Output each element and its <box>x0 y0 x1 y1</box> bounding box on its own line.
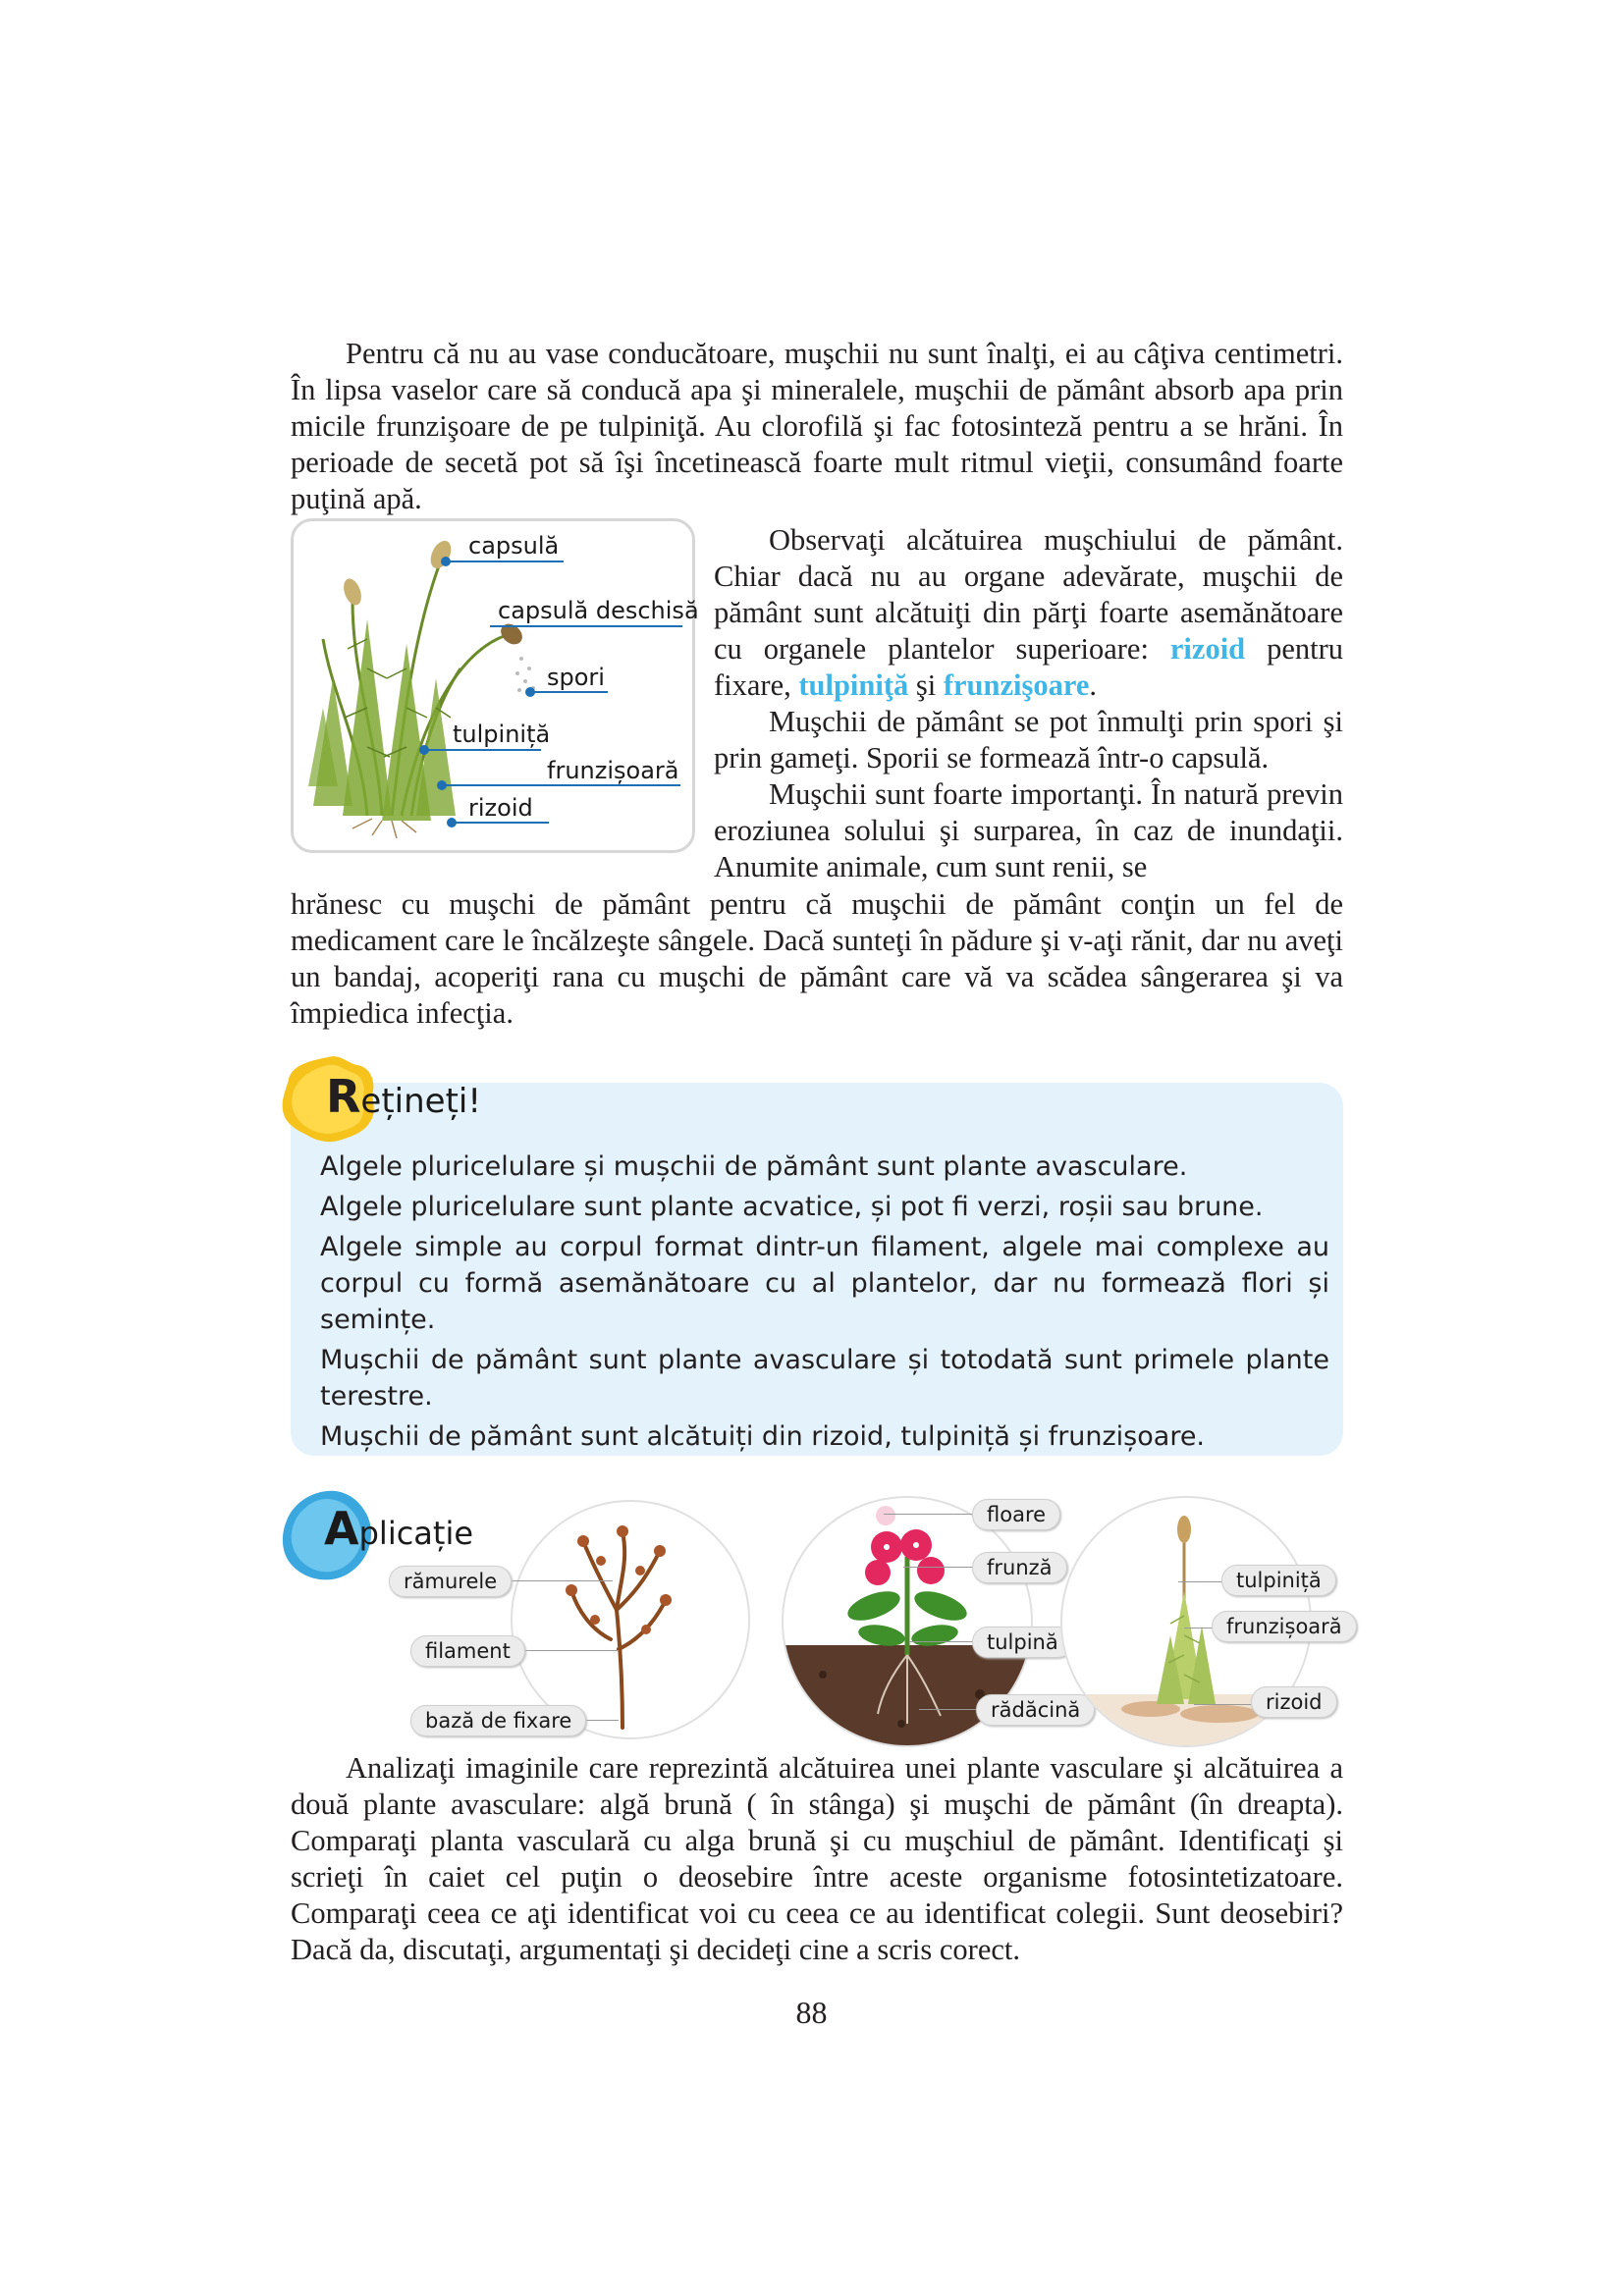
retineti-rest: ețineți! <box>360 1082 481 1121</box>
retineti-item: Mușchii de pământ sunt alcătuiți din rizoid, tulpiniță și frunzișoare. <box>320 1421 1206 1452</box>
moss-diagram <box>291 518 699 853</box>
alga-image <box>511 1500 750 1739</box>
retineti-item: Algele simple au corpul format dintr-un filament, algele mai complexe au corpul cu formă asemănătoare cu al plantelor, dar nu formează flori și semințe. <box>320 1232 1329 1335</box>
continuation-text: hrănesc cu muşchi de pământ pentru că muşchii de pământ conţin un fel de medicament care le încălzeşte sângele. Dacă sunteţi în pădure şi v-aţi rănit, dar nu aveţi un bandaj, acoperiţi rana cu muşchi de pământ care vă va scădea sângerarea şi va împiedica infecţia. <box>291 887 1343 1030</box>
brown-alga-illustration <box>513 1502 748 1737</box>
label-line <box>423 749 541 751</box>
connector-line <box>919 1709 982 1710</box>
label-line <box>441 784 680 786</box>
label-ramurele: rămurele <box>389 1566 512 1597</box>
label-floare: floare <box>972 1499 1060 1530</box>
observe-p1 <box>714 522 1343 704</box>
label-line <box>446 561 564 562</box>
retineti-heading <box>326 1070 481 1123</box>
intro-paragraph <box>291 336 1343 517</box>
observe-text: Observaţi alcătuirea muşchiului de pământ. Chiar dacă nu au organe adevărate, muşchii de pământ sunt alcătuiţi din părţi foarte asemănătoare cu organele plantelor superioare: <box>714 523 1343 666</box>
label-frunza: frunză <box>972 1552 1067 1583</box>
label-frunzisoara: frunzișoară <box>547 757 679 784</box>
observe-text: . <box>1089 668 1097 702</box>
continuation-paragraph <box>291 886 1343 1032</box>
label-baza-fixare: bază de fixare <box>410 1705 586 1736</box>
connector-line <box>903 1567 972 1568</box>
label-dot <box>437 780 447 790</box>
label-tulpinita-moss: tulpiniță <box>1221 1565 1336 1596</box>
label-spori: spori <box>547 664 605 691</box>
aplicatie-initial: A <box>324 1502 359 1555</box>
connector-line <box>884 1514 974 1515</box>
retineti-item: Algele pluricelulare sunt plante acvatice, și pot fi verzi, roșii sau brune. <box>320 1192 1264 1222</box>
label-dot <box>419 745 429 755</box>
label-tulpina: tulpină <box>972 1627 1073 1658</box>
observe-p2: Muşchii de pământ se pot înmulţi prin spori şi prin gameţi. Sporii se formează într-o capsulă. <box>714 705 1343 774</box>
label-line <box>529 691 608 693</box>
label-filament: filament <box>410 1635 525 1667</box>
page-number: 88 <box>795 1995 828 2030</box>
connector-line <box>909 1641 978 1642</box>
term-rizoid: rizoid <box>1169 632 1246 666</box>
term-tulpinita: tulpiniţă <box>798 668 909 702</box>
label-tulpinita: tulpiniță <box>453 721 551 748</box>
observe-text: şi <box>908 668 944 702</box>
label-dot <box>441 557 451 566</box>
observe-paragraphs <box>714 522 1343 885</box>
label-dot <box>447 818 457 828</box>
analyze-text: Analizaţi imaginile care reprezintă alcătuirea unei plante vasculare şi alcătuirea a două plante avasculare: algă brună ( în stânga) şi muşchi de pământ (în dreapta). Comparaţi planta vasculară cu alga brună şi cu muşchiul de pământ. Identificaţi şi scrieţi în caiet cel puţin o deosebire între aceste organisme fotosintetizatoare. Comparaţi ceea ce aţi identificat voi cu ceea ce au identificat colegii. Sunt deosebiri? Dacă da, discutaţi, argumentaţi şi decideţi cine a scris corect. <box>291 1751 1343 1966</box>
label-frunzisoara-moss: frunzișoară <box>1212 1611 1357 1642</box>
label-line <box>451 822 549 824</box>
label-capsula: capsulă <box>468 532 560 560</box>
aplicatie-heading <box>324 1502 473 1555</box>
retineti-list <box>320 1148 1329 1459</box>
analyze-paragraph <box>291 1750 1343 1968</box>
label-radacina: rădăcină <box>976 1694 1095 1726</box>
retineti-initial: R <box>326 1070 361 1123</box>
connector-line <box>1194 1704 1251 1705</box>
observe-text: pentru fixare, <box>714 632 1343 702</box>
term-frunzisoare: frunzişoare <box>943 668 1090 702</box>
intro-text: Pentru că nu au vase conducătoare, muşchii nu sunt înalţi, ei au câţiva centimetri. În lipsa vaselor care să conducă apa şi mineralele, muşchii de pământ absorb apa prin micile frunzişoare de pe tulpiniţă. Au clorofilă şi fac fotosinteză pentru a se hrăni. În perioade de secetă pot să îşi încetinească foarte mult ritmul vieţii, consumând foarte puţină apă. <box>291 337 1343 515</box>
retineti-item: Mușchii de pământ sunt plante avasculare și totodată sunt primele plante terestre. <box>320 1345 1329 1412</box>
label-rizoid: rizoid <box>468 794 533 822</box>
label-dot <box>525 687 535 697</box>
observe-p3: Muşchii sunt foarte importanţi. În natură previn eroziunea solului şi surparea, în caz de inundaţii. Anumite animale, cum sunt renii, se <box>714 777 1343 883</box>
label-capsula-deschisa: capsulă deschisă <box>498 597 699 624</box>
label-line <box>490 625 682 627</box>
aplicatie-rest: plicație <box>358 1515 474 1552</box>
label-rizoid-moss: rizoid <box>1251 1686 1337 1718</box>
retineti-item: Algele pluricelulare și mușchii de pământ sunt plante avasculare. <box>320 1151 1188 1182</box>
